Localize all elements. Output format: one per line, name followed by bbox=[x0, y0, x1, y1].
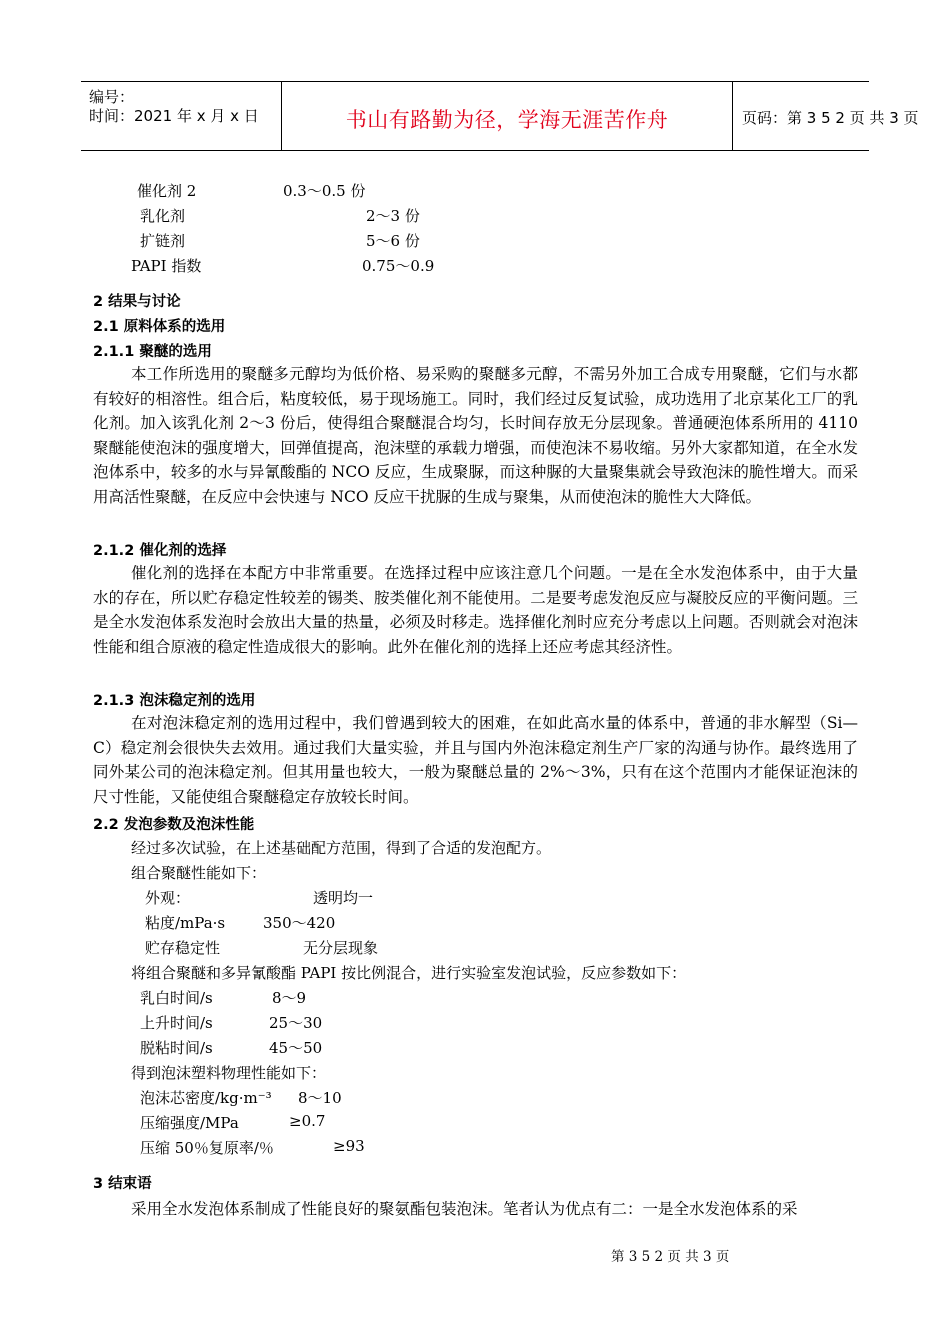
param-name: 扩链剂 bbox=[140, 232, 186, 250]
section-heading: 2 结果与讨论 bbox=[93, 294, 181, 310]
section-heading: 2.1.2 催化剂的选择 bbox=[93, 543, 227, 559]
param-name: 乳化剂 bbox=[140, 207, 186, 225]
prop-name: 压缩强度/MPa bbox=[140, 1114, 239, 1132]
section-heading: 2.1.1 聚醚的选用 bbox=[93, 344, 212, 360]
param-value: 25～30 bbox=[269, 1014, 323, 1032]
header-meta bbox=[81, 82, 281, 150]
prop-value: ≥93 bbox=[333, 1137, 365, 1155]
param-value: 45～50 bbox=[269, 1039, 323, 1057]
body-paragraph: 催化剂的选择在本配方中非常重要。在选择过程中应该注意几个问题。一是在全水发泡体系中，由于大量水的存在，所以贮存稳定性较差的锡类、胺类催化剂不能使用。二是要考虑发泡反应与凝胶反应的平衡问题。三是全水发泡体系发泡时会放出大量的热量，必须及时移走。选择催化剂时应充分考虑以上问题。否则就会对泡沫性能和组合原液的稳定性造成很大的影响。此外在催化剂的选择上还应考虑其经济性。 bbox=[93, 564, 858, 656]
body-line: 得到泡沫塑料物理性能如下： bbox=[131, 1064, 327, 1082]
prop-name: 压缩 50％复原率/％ bbox=[140, 1139, 274, 1157]
param-value: 0.75～0.9 bbox=[362, 257, 435, 275]
body-line: 将组合聚醚和多异氰酸酯 PAPI 按比例混合，进行实验室发泡试验，反应参数如下： bbox=[131, 964, 687, 982]
header-page-cell bbox=[732, 82, 919, 150]
section-heading: 2.1.3 泡沫稳定剂的选用 bbox=[93, 693, 256, 709]
document-number-label: 编号： bbox=[89, 88, 135, 106]
param-name: 脱粘时间/s bbox=[140, 1039, 213, 1057]
section-heading: 3 结束语 bbox=[93, 1176, 152, 1192]
header-motto-cell bbox=[281, 82, 733, 150]
prop-name: 外观： bbox=[145, 889, 191, 907]
prop-name: 泡沫芯密度/kg·m⁻³ bbox=[140, 1089, 272, 1107]
prop-value: 无分层现象 bbox=[303, 939, 379, 957]
param-value: 5～6 份 bbox=[366, 232, 420, 250]
body-line: 采用全水发泡体系制成了性能良好的聚氨酯包装泡沫。笔者认为优点有二：一是全水发泡体系的采 bbox=[131, 1200, 798, 1218]
prop-value: 透明均一 bbox=[313, 889, 374, 907]
param-value: 8～9 bbox=[272, 989, 307, 1007]
prop-name: 粘度/mPa·s bbox=[145, 914, 226, 932]
body-line: 经过多次试验，在上述基础配方范围，得到了合适的发泡配方。 bbox=[131, 839, 552, 857]
body-line: 组合聚醚性能如下： bbox=[131, 864, 267, 882]
param-name: 催化剂 2 bbox=[137, 182, 197, 200]
page-header bbox=[81, 81, 919, 151]
param-value: 0.3～0.5 份 bbox=[283, 182, 366, 200]
body-paragraph: 本工作所选用的聚醚多元醇均为低价格、易采购的聚醚多元醇，不需另外加工合成专用聚醚，它们与水都有较好的相溶性。组合后，粘度较低，易于现场施工。同时，我们经过反复试验，成功选用了北京某化工厂的乳化剂。加入该乳化剂 2～3 份后，使得组合聚醚混合均匀，长时间存放无分层现象。普通硬泡体系所用的 4110 聚醚能使泡沫的强度增大，回弹值提高，泡沫壁的承载力增强，而使泡沫不易收缩。另外大家都知道，在全水发泡体系中，较多的水与异氰酸酯的 NCO 反应，生成聚脲，而这种脲的大量聚集就会导致泡沫的脆性增大。而采用高活性聚醚，在反应中会快速与 NCO 反应干扰脲的生成与聚集，从而使泡沫的脆性大大降低。 bbox=[93, 365, 858, 506]
prop-value: 8～10 bbox=[298, 1089, 342, 1107]
section-heading: 2.1 原料体系的选用 bbox=[93, 319, 226, 335]
body-paragraph: 在对泡沫稳定剂的选用过程中，我们曾遇到较大的困难，在如此高水量的体系中，普通的非水解型（Si—C）稳定剂会很快失去效用。通过我们大量实验，并且与国内外泡沫稳定剂生产厂家的沟通与协作。最终选用了同外某公司的泡沫稳定剂。但其用量也较大，一般为聚醚总量的 2%～3%，只有在这个范围内才能保证泡沫的尺寸性能，又能使组合聚醚稳定存放较长时间。 bbox=[93, 714, 858, 806]
param-name: 乳白时间/s bbox=[140, 989, 213, 1007]
prop-value: ≥0.7 bbox=[289, 1112, 326, 1130]
param-name: PAPI 指数 bbox=[131, 257, 202, 275]
prop-name: 贮存稳定性 bbox=[145, 939, 221, 957]
section-heading: 2.2 发泡参数及泡沫性能 bbox=[93, 817, 255, 833]
page-footer: 第 3 5 2 页 共 3 页 bbox=[611, 1249, 730, 1265]
param-name: 上升时间/s bbox=[140, 1014, 213, 1032]
param-value: 2～3 份 bbox=[366, 207, 420, 225]
header-page-label: 页码：第 3 5 2 页 共 3 页 bbox=[742, 109, 919, 127]
header-motto: 书山有路勤为径，学海无涯苦作舟 bbox=[345, 108, 669, 132]
document-time-label: 时间：2021 年 x 月 x 日 bbox=[89, 107, 259, 125]
prop-value: 350～420 bbox=[263, 914, 336, 932]
